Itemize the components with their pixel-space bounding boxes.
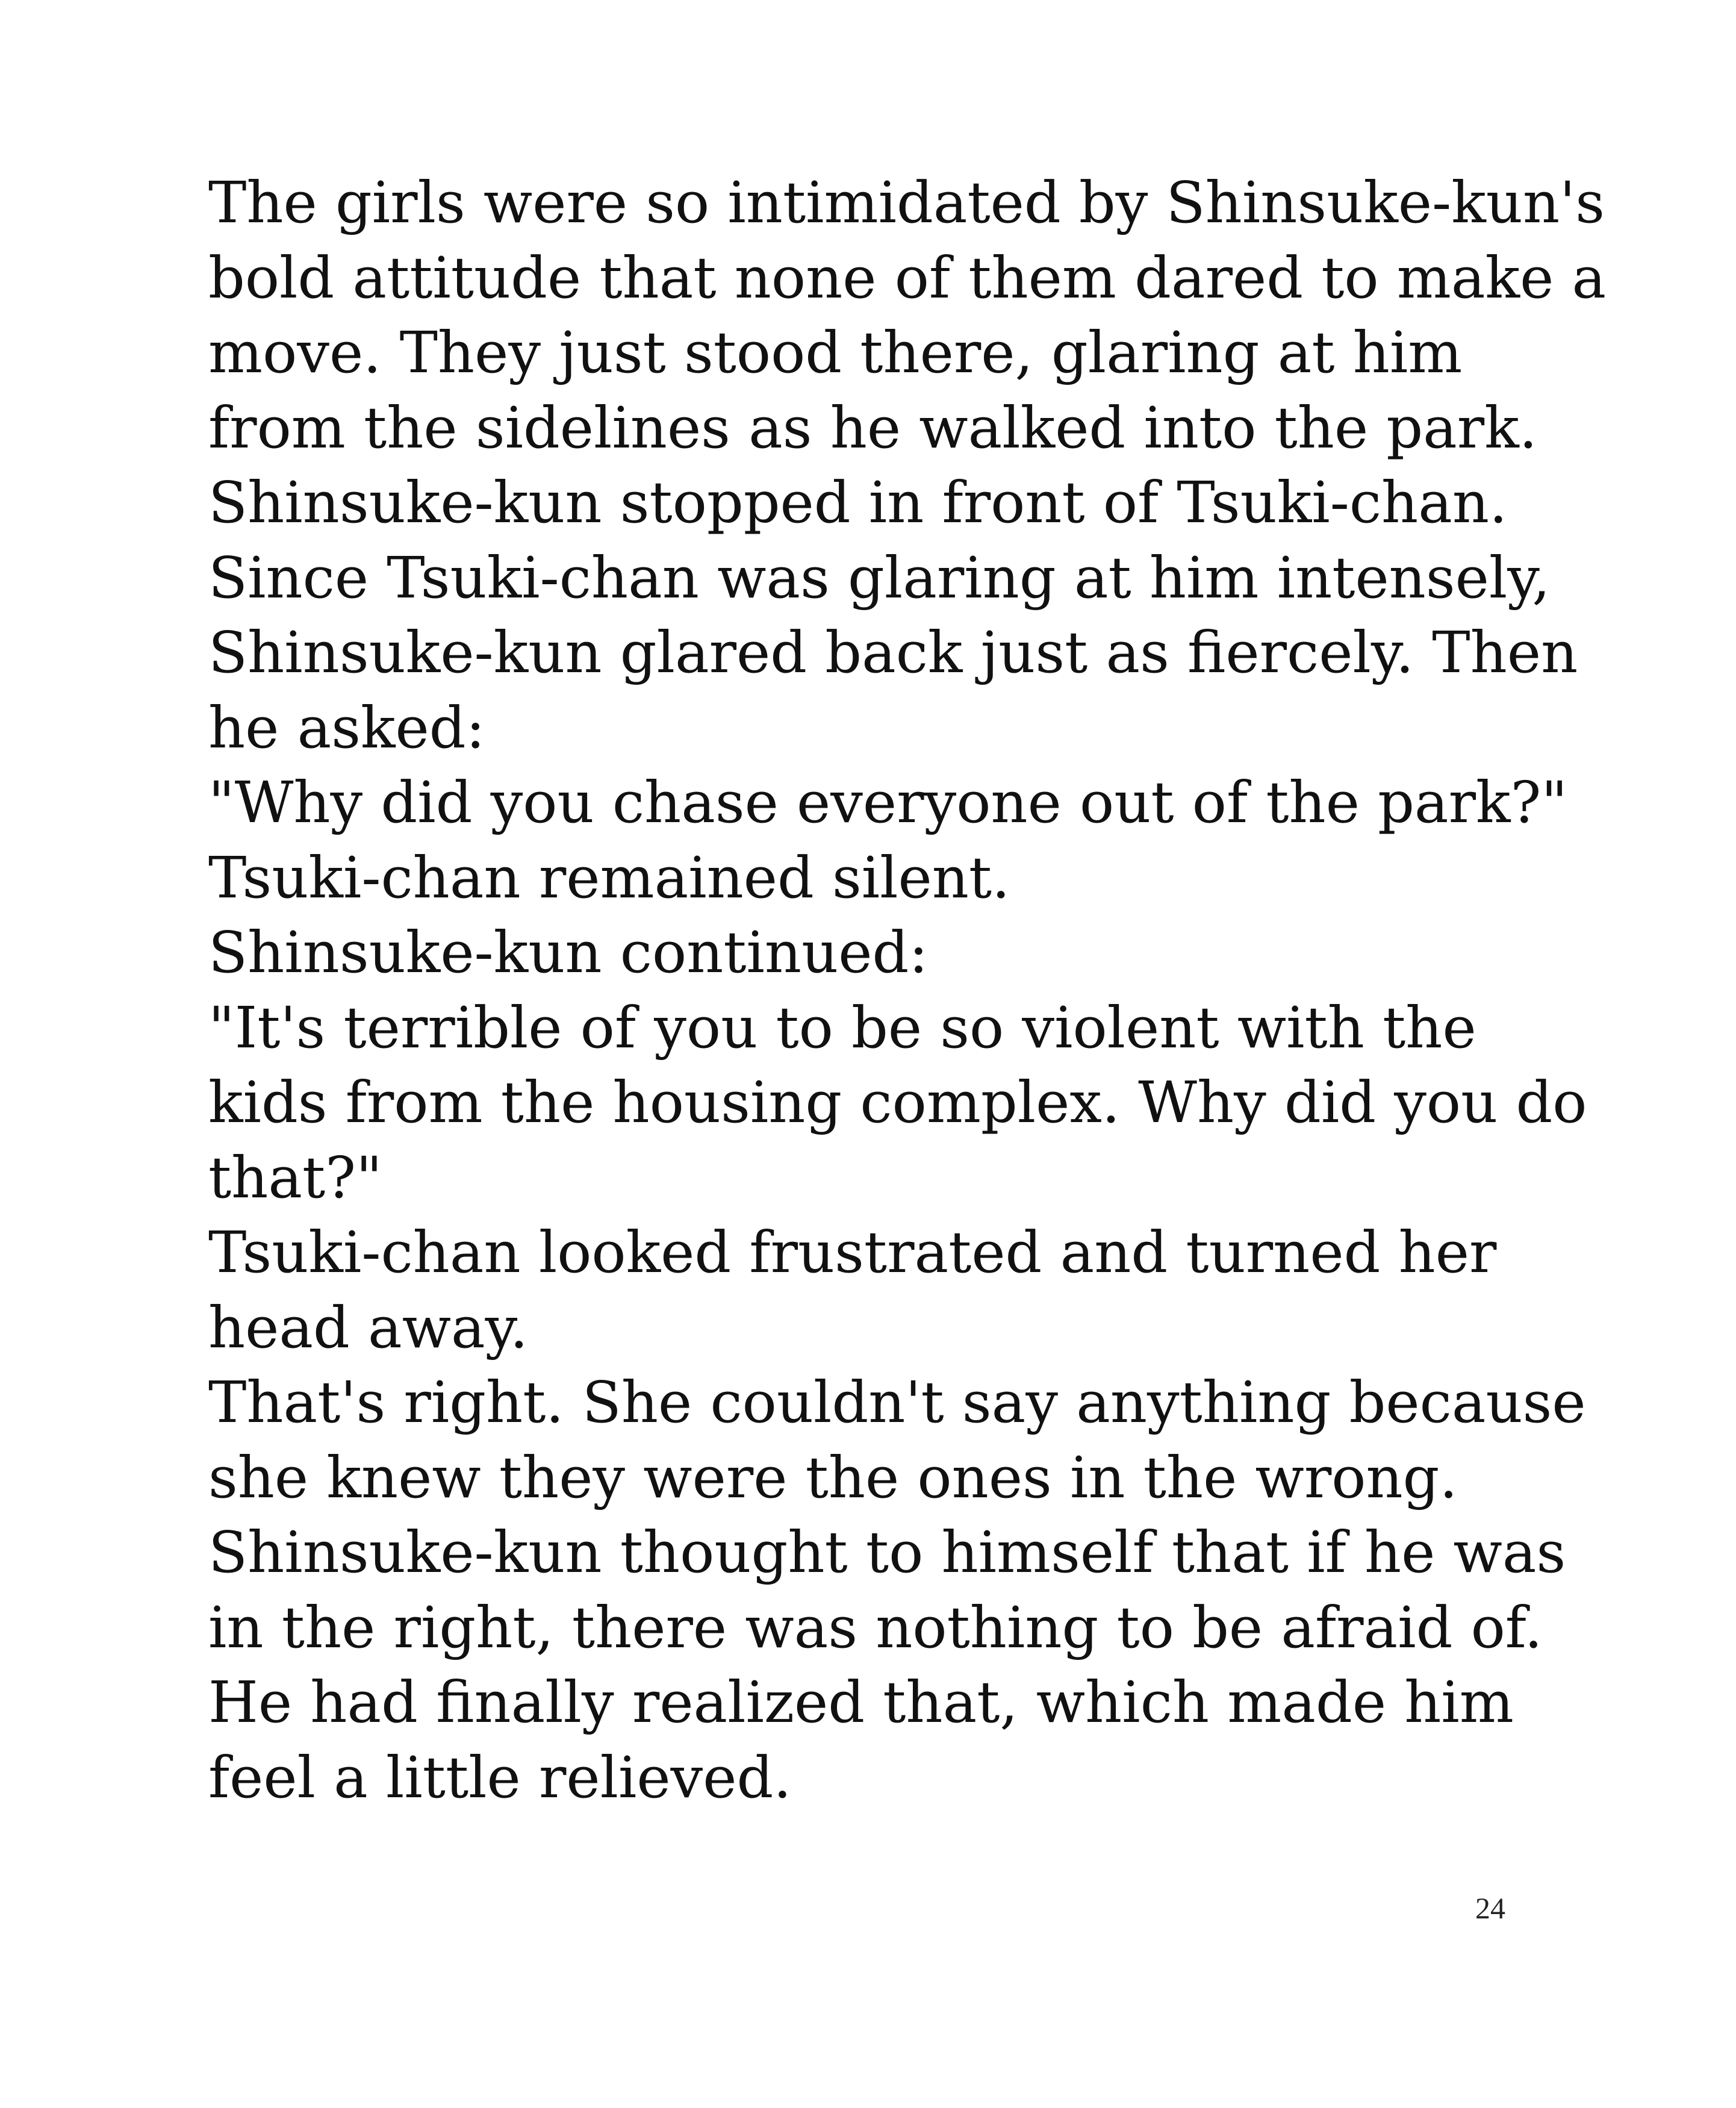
page-number: 24 xyxy=(1475,1891,1505,1925)
text-line: that?" xyxy=(208,1144,382,1211)
text-line: head away. xyxy=(208,1294,528,1361)
text-line: "Why did you chase everyone out of the park?" xyxy=(208,770,1568,836)
text-line: Shinsuke-kun glared back just as fiercely. Then xyxy=(208,620,1578,686)
text-line: from the sidelines as he walked into the park. xyxy=(208,394,1537,461)
text-line: The girls were so intimidated by Shinsuke-kun's xyxy=(208,170,1605,236)
text-line: feel a little relieved. xyxy=(208,1744,792,1811)
text-line: He had finally realized that, which made him xyxy=(208,1670,1514,1736)
text-line: Shinsuke-kun thought to himself that if he was xyxy=(208,1520,1566,1586)
text-line: in the right, there was nothing to be afraid of. xyxy=(208,1594,1543,1661)
text-line: bold attitude that none of them dared to make a xyxy=(208,245,1607,311)
body-text xyxy=(208,166,1605,1815)
text-line: Tsuki-chan remained silent. xyxy=(208,844,1010,911)
text-line: move. They just stood there, glaring at him xyxy=(208,320,1463,386)
text-line: Since Tsuki-chan was glaring at him intensely, xyxy=(208,544,1551,611)
text-line: "It's terrible of you to be so violent with the xyxy=(208,994,1476,1061)
text-line: Shinsuke-kun stopped in front of Tsuki-chan. xyxy=(208,470,1508,536)
text-line: kids from the housing complex. Why did you do xyxy=(208,1070,1587,1136)
text-line: That's right. She couldn't say anything because xyxy=(208,1370,1586,1436)
text-line: Tsuki-chan looked frustrated and turned her xyxy=(208,1220,1497,1286)
text-line: he asked: xyxy=(208,694,485,761)
text-line: Shinsuke-kun continued: xyxy=(208,920,929,986)
text-line: she knew they were the ones in the wrong. xyxy=(208,1444,1458,1511)
